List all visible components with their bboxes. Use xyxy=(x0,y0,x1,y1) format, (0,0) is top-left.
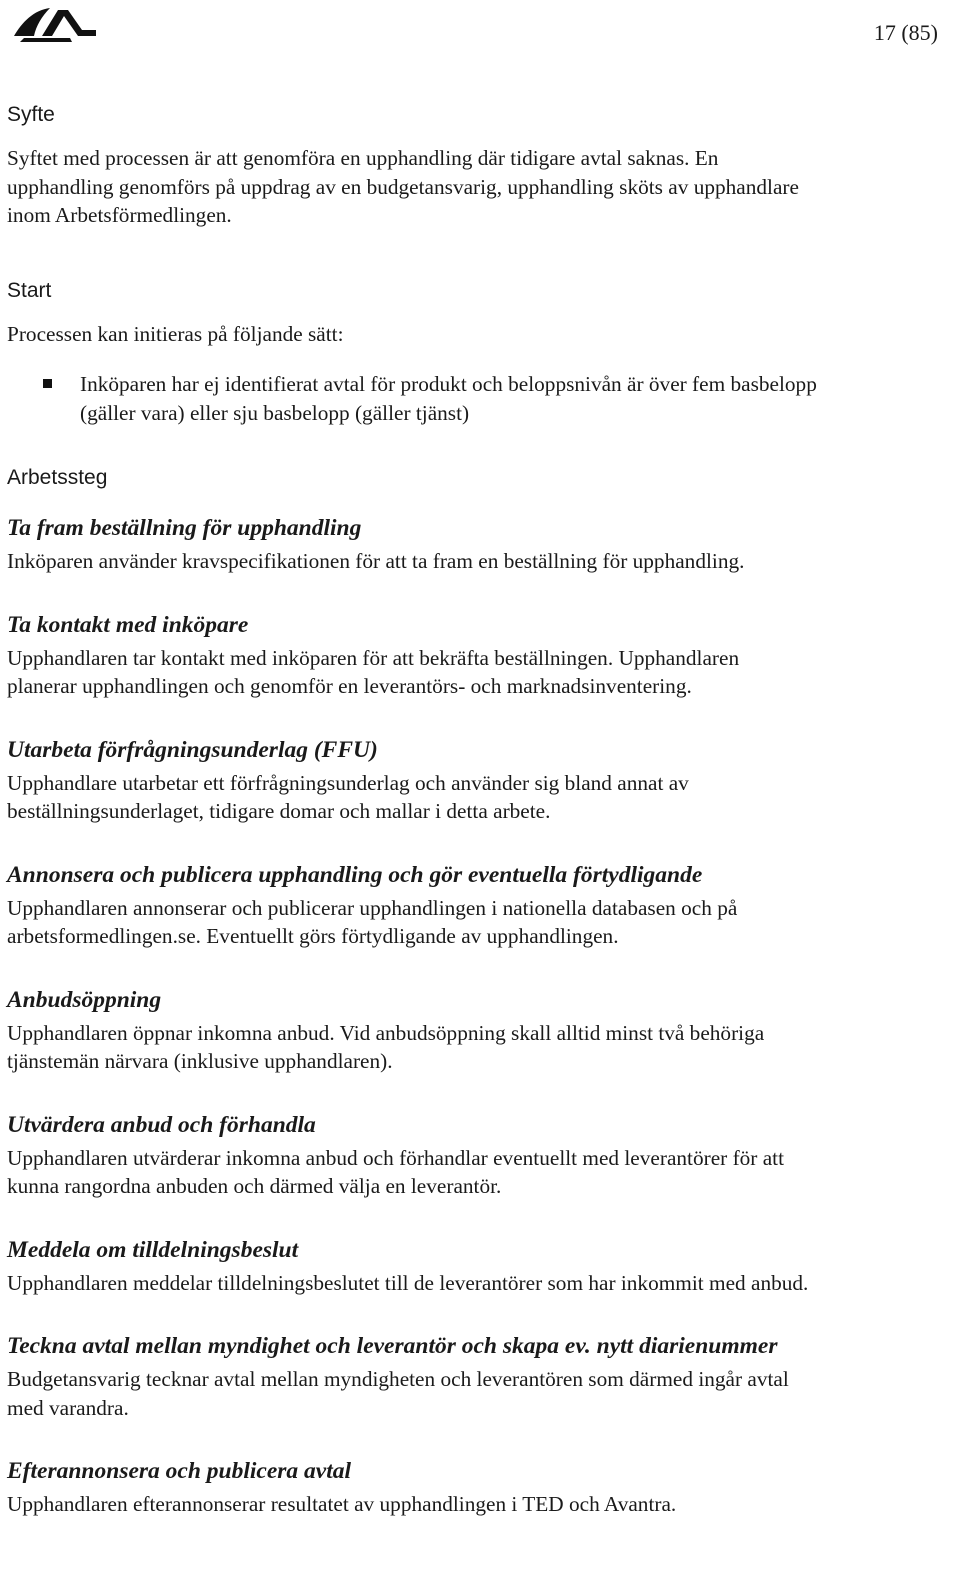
step-text xyxy=(7,769,952,826)
step-item xyxy=(7,513,952,576)
step-item xyxy=(7,1331,952,1422)
section-heading-arbetssteg: Arbetssteg xyxy=(7,466,108,489)
step-item xyxy=(7,985,952,1076)
text-line: upphandling genomförs på uppdrag av en budgetansvarig, upphandling sköts av upphandlare xyxy=(7,174,799,199)
text-line: inom Arbetsförmedlingen. xyxy=(7,203,232,227)
square-bullet-icon xyxy=(43,379,52,388)
syfte-paragraph xyxy=(7,144,952,230)
step-text xyxy=(7,644,952,701)
step-item xyxy=(7,1456,952,1519)
step-item xyxy=(7,1235,952,1298)
step-title: Anbudsöppning xyxy=(7,986,162,1013)
step-text xyxy=(7,1269,952,1298)
arbetsformedlingen-logo-icon xyxy=(12,2,98,46)
step-text xyxy=(7,894,952,951)
text-line: Syftet med processen är att genomföra en upphandling där tidigare avtal saknas. En xyxy=(7,146,719,170)
step-title: Ta fram beställning för upphandling xyxy=(7,515,362,541)
text-line: kunna rangordna anbuden och därmed välja en leverantör. xyxy=(7,1174,502,1198)
text-line: planerar upphandlingen och genomför en leverantörs- och marknadsinventering. xyxy=(7,674,692,698)
section-heading-start: Start xyxy=(7,278,52,302)
section-start xyxy=(7,276,952,428)
step-title: Teckna avtal mellan myndighet och leverantör och skapa ev. nytt diarienummer xyxy=(7,1333,778,1359)
section-arbetssteg xyxy=(7,463,952,1519)
step-text xyxy=(7,547,952,576)
step-text xyxy=(7,1019,952,1076)
step-text xyxy=(7,1365,952,1422)
section-syfte xyxy=(7,100,952,230)
text-line: arbetsformedlingen.se. Eventuellt görs förtydligande av upphandlingen. xyxy=(7,924,619,948)
text-line: (gäller vara) eller sju basbelopp (gäller tjänst) xyxy=(80,400,470,425)
page-number: 17 (85) xyxy=(873,20,938,45)
start-intro: Processen kan initieras på följande sätt: xyxy=(7,321,344,346)
text-line: med varandra. xyxy=(7,1395,129,1420)
document-body xyxy=(7,100,952,1519)
step-item xyxy=(7,860,952,951)
step-text xyxy=(7,1144,952,1201)
step-title: Meddela om tilldelningsbeslut xyxy=(7,1236,299,1263)
step-text xyxy=(7,1490,952,1519)
text-line: Upphandlaren efterannonserar resultatet av upphandlingen i TED och Avantra. xyxy=(7,1492,677,1516)
text-line: Inköparen använder kravspecifikationen för att ta fram en beställning för upphandling. xyxy=(7,549,745,573)
text-line: Inköparen har ej identifierat avtal för produkt och beloppsnivån är över fem basbelopp xyxy=(80,372,817,396)
step-title: Efterannonsera och publicera avtal xyxy=(7,1458,352,1484)
text-line: Upphandlaren annonserar och publicerar upphandlingen i nationella databasen och på xyxy=(7,895,738,920)
start-bullet-list xyxy=(7,370,952,427)
text-line: Upphandlaren tar kontakt med inköparen för att bekräfta beställningen. Upphandlaren xyxy=(7,645,740,670)
text-line: beställningsunderlaget, tidigare domar och mallar i detta arbete. xyxy=(7,799,551,823)
step-item xyxy=(7,610,952,701)
section-heading-syfte: Syfte xyxy=(7,103,55,126)
text-line: Upphandlaren meddelar tilldelningsbeslutet till de leverantörer som har inkommit med anbud. xyxy=(7,1270,809,1295)
text-line: tjänstemän närvara (inklusive upphandlaren). xyxy=(7,1049,393,1073)
step-item xyxy=(7,735,952,826)
step-title: Annonsera och publicera upphandling och gör eventuella förtydligande xyxy=(7,861,703,888)
step-title: Utvärdera anbud och förhandla xyxy=(7,1111,316,1138)
step-title: Ta kontakt med inköpare xyxy=(7,611,249,638)
text-line: Upphandlare utarbetar ett förfrågningsunderlag och använder sig bland annat av xyxy=(7,770,689,795)
step-title: Utarbeta förfrågningsunderlag (FFU) xyxy=(7,736,378,763)
text-line: Budgetansvarig tecknar avtal mellan myndigheten och leverantören som därmed ingår avtal xyxy=(7,1367,789,1391)
list-item xyxy=(7,370,952,427)
text-line: Upphandlaren utvärderar inkomna anbud och förhandlar eventuellt med leverantörer för att xyxy=(7,1145,785,1170)
text-line: Upphandlaren öppnar inkomna anbud. Vid anbudsöppning skall alltid minst två behöriga xyxy=(7,1020,765,1045)
step-item xyxy=(7,1110,952,1201)
